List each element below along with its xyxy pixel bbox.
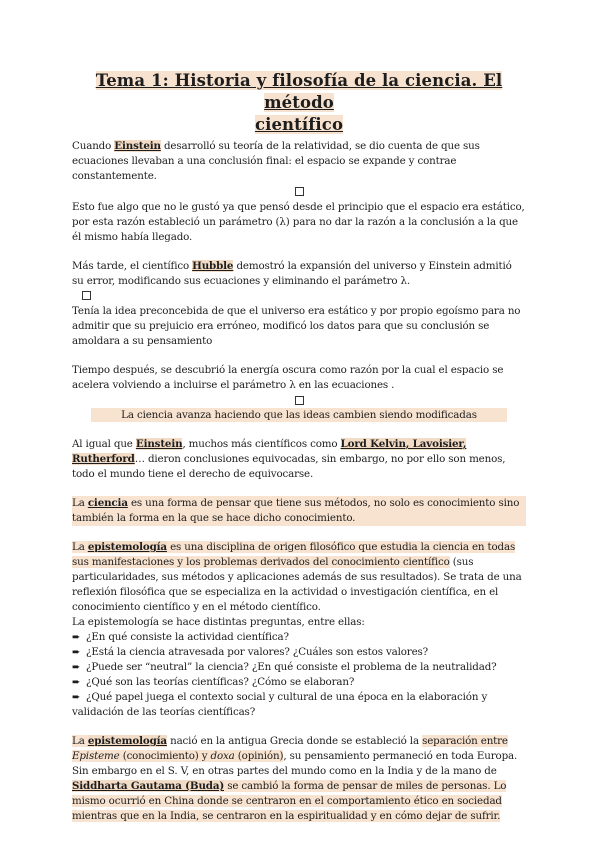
- title-line-2: científico: [254, 115, 344, 134]
- text: se cambió la forma de pensar de miles de personas.: [224, 780, 491, 792]
- list-item: [72, 630, 526, 645]
- text: La: [72, 541, 88, 553]
- list-item-text: ¿Está la ciencia atravesada por valores? ¿Cuáles son estos valores?: [86, 646, 429, 658]
- term-episteme: Episteme: [72, 750, 120, 762]
- text: Cuando: [72, 140, 115, 152]
- text: (conocimiento) y: [119, 750, 211, 762]
- paragraph-epistemologia: [72, 540, 526, 615]
- title-line-1: Tema 1: Historia y filosofía de la ciencia. El método: [95, 71, 503, 112]
- paragraph-ciencia: [72, 496, 526, 526]
- spacer: [72, 526, 526, 540]
- list-item: [72, 675, 526, 690]
- paragraph-grecia: [72, 734, 526, 824]
- text: es una forma de pensar que tiene sus métodos, no solo es conocimiento sino también la forma en la que se hace dicho conocimiento.: [72, 497, 520, 524]
- paragraph-scientists: [72, 437, 526, 482]
- square-icon: [295, 187, 304, 196]
- paragraph-dark-energy: Tiempo después, se descubrió la energía oscura como razón por la cual el espacio se acelera volviendo a incluirse el parámetro λ en las ecuaciones .: [72, 364, 504, 391]
- text: … dieron conclusiones equivocadas, sin embargo, no por ello son menos, todo el mundo tiene el derecho de equivocarse.: [72, 453, 506, 480]
- keyword-einstein: Einstein: [114, 140, 161, 152]
- text: (sus particularidades, sus métodos y aplicaciones además de sus resultados). Se trata de una reflexión filosófica que se especializa en la actividad o investigación científica, en el conocimiento científico y en el método científico.: [72, 556, 522, 613]
- spacer: [72, 482, 526, 496]
- conclusion-text: La ciencia avanza haciendo que las ideas cambien siendo modificadas: [91, 408, 507, 422]
- text: Lo mismo ocurrió en China donde se centraron en el comportamiento ético en sociedad mientras que en la India, se centraron en la espiritualidad y en cómo dejar de sufrir.: [72, 780, 507, 822]
- keyword-hubble: Hubble: [192, 260, 234, 272]
- text: separación entre: [422, 735, 508, 747]
- questions-intro: La epistemología se hace distintas preguntas, entre ellas:: [72, 616, 365, 628]
- list-item: [72, 645, 526, 660]
- list-item-text: ¿Puede ser “neutral” la ciencia? ¿En qué consiste el problema de la neutralidad?: [86, 661, 497, 673]
- spacer: [72, 349, 526, 363]
- text: Al igual que: [72, 438, 136, 450]
- text: es una disciplina de origen filosófico que estudia la ciencia en todas sus manifestaciones y los problemas derivados del conocimiento científico: [72, 541, 516, 568]
- text: (opinión): [234, 750, 284, 762]
- text: La: [72, 735, 88, 747]
- arrow-icon: ➨: [72, 647, 81, 658]
- keyword-einstein: Einstein: [135, 438, 183, 450]
- checkbox-row: [72, 187, 526, 196]
- text: , su pensamiento permaneció en toda Europa. Sin embargo en el S. V, en otras partes del mundo como en la India y de la mano de: [72, 750, 518, 777]
- arrow-icon: ➨: [72, 692, 81, 703]
- text: nació en la antigua Grecia donde se estableció la: [166, 735, 423, 747]
- spacer: [72, 423, 526, 437]
- keyword-scientists: Lord Kelvin, Lavoisier, Rutherford: [72, 438, 467, 465]
- list-item-text: ¿Qué son las teorías científicas? ¿Cómo se elaboran?: [86, 676, 355, 688]
- arrow-icon: ➨: [72, 662, 81, 673]
- text: desarrolló su teoría de la relatividad, se dio cuenta de que sus ecuaciones llevaban a una conclusión final: el espacio se expande y contrae constantemente.: [72, 140, 480, 182]
- spacer: [72, 720, 526, 734]
- page-title: [72, 70, 526, 136]
- questions-list: [72, 630, 526, 720]
- square-icon: [82, 291, 91, 300]
- arrow-icon: ➨: [72, 677, 81, 688]
- list-item-text: ¿En qué consiste la actividad científica?: [86, 631, 289, 643]
- square-icon: [295, 396, 304, 405]
- list-item: [72, 690, 526, 720]
- keyword-ciencia: ciencia: [87, 497, 128, 509]
- paragraph-parameter: Esto fue algo que no le gustó ya que pensó desde el principio que el espacio era estático, por esta razón estableció un parámetro (λ) para no dar la razón a la conclusión a la que él mismo había llegado.: [72, 201, 525, 243]
- text: Más tarde, el científico: [72, 260, 193, 272]
- text: demostró la expansión del universo y Einstein admitió su error, modificando sus ecuaciones y eliminando el parámetro λ.: [72, 260, 512, 287]
- list-item: [72, 660, 526, 675]
- arrow-icon: ➨: [72, 632, 81, 643]
- text: La: [72, 497, 88, 509]
- list-item-text: ¿Qué papel juega el contexto social y cultural de una época en la elaboración y validación de las teorías científicas?: [72, 691, 488, 718]
- term-doxa: doxa: [210, 750, 235, 762]
- keyword-epistemologia: epistemología: [87, 735, 167, 747]
- document-page: [72, 70, 526, 824]
- paragraph-einstein: [72, 139, 526, 184]
- spacer: [72, 245, 526, 259]
- keyword-buda: Siddharta Gautama (Buda): [72, 780, 225, 792]
- conclusion-line: [72, 408, 526, 423]
- keyword-epistemologia: epistemología: [87, 541, 167, 553]
- paragraph-prejudice: Tenía la idea preconcebida de que el universo era estático y por propio egoísmo para no admitir que su prejuicio era erróneo, modificó los datos para que su conclusión se amoldara a su pensamiento: [72, 305, 521, 347]
- text: , muchos más científicos como: [182, 438, 341, 450]
- checkbox-row: [72, 291, 526, 300]
- checkbox-row: [72, 396, 526, 405]
- paragraph-hubble: [72, 259, 526, 289]
